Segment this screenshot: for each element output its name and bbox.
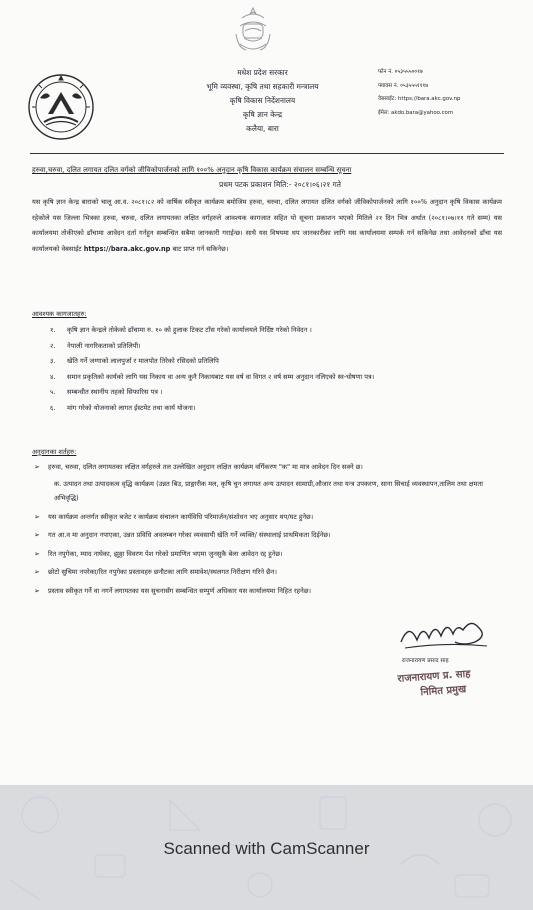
stamp-designation: निमित प्रमुख [420,684,467,699]
document-item [50,370,500,386]
scanned-with-label: Scanned with CamScanner [163,839,370,858]
camscanner-footer [0,785,533,910]
office-name: कृषि ज्ञान केन्द्र [242,110,283,119]
condition-text: रित नपुगेका, म्याद नाघेका, झुठ्ठा विवरण पेश गरेको प्रमाणित भएमा जुनसुकै बेला आवेदन रद्द हुनेछ। [48,549,283,558]
documents-list [50,323,500,416]
handwritten-signature [395,612,495,654]
condition-item [34,547,504,562]
condition-item [34,460,504,506]
document-item [50,385,500,401]
notice-body-text: यस कृषि ज्ञान केन्द्र बाराको चालू आ.व. २०८१।८२ को वार्षिक स्वीकृत कार्यक्रम बमोजिम हरुवा, चरुवा, दलित लगायत दलित वर्गको जीविकोपार्जनको लागि १००% अनुदान कृषि विकास कार्यक्रम रहेकोले यस जिल्ला भित्रका हरुवा, चरुवा, दलित लगायतका लक्षित वर्गहरुले आवश्यक कागजात सहित यो सूचना प्रकाशन भएको मितिले २१ दिन भित्र अर्थात (२०८१।०७।११ गते सम्म) यस कार्यालयमा तोकीएको ढाँचामा आवेदन दर्ता गर्नहुन सम्बन्धित सबैमा जानकारी गराईन्छ। साथै यस विषयमा थप जानकारीका लागि यस कार्यालयमा सम्पर्क गर्न सकिनेछ तथा आवेदनको ढाँचा यस कार्यालयको वेबसाईट [32,198,502,253]
document-item-text: सम्बन्धीत स्थानीय तहको सिफारिस पत्र । [67,388,163,396]
condition-item [34,510,504,525]
condition-subitem: क. उत्पादन तथा उत्पादकत्व वृद्धि कार्यक्रम (उन्नत बिउ, प्राङ्गारीक मल, कृषि चुन लगायत अन्य उत्पादन सामाग्री,औजार तथा यन्त्र उपकरण, साना सिचाई व्यवस्थापन,तालिम तथा क्षमता अभिवृद्धि) [54,479,483,502]
condition-item [34,565,504,580]
condition-text: प्रस्ताव स्वीकृत गर्ने वा नगर्ने लगायतका यस सुचनासँग सम्बन्धित सम्पुर्ण अधिकार यस कार्यालयमा निहित रहनेछ। [48,586,311,595]
condition-text: छोटो सुचिमा नपरेका/रित नपुगेका प्रस्तावहरु छनौटका लागि समावेश/स्थलगत निरीक्षण गरिने छैन। [48,568,277,576]
document-item [50,354,500,370]
document-item-number: ६. [50,403,56,412]
document-item-text: मांग गरेको योजनाको लागत ईस्टमेट तथा कार्य योजना। [67,403,196,412]
arrow-bullet-icon: ➢ [34,512,40,521]
document-item-text: खेति गर्ने जग्गाको लालपुर्जा र मालपोत तिरेको रसिदको प्रतिलिपि [67,357,219,365]
document-item-number: २. [50,341,56,350]
document-item [50,323,500,339]
arrow-bullet-icon: ➢ [34,531,40,539]
email-address: ईमेल: akdo.bara@yahoo.com [378,109,454,116]
arrow-bullet-icon: ➢ [34,463,40,471]
agriculture-ministry-logo-icon [26,72,96,142]
notice-body [32,195,502,257]
letterhead-contact [378,66,528,120]
conditions-list [34,460,504,602]
document-item-text: नेपाली नागरिकताको प्रतिलिपी। [67,341,141,350]
document-item [50,401,500,417]
office-location: कलैया, बारा [246,124,279,133]
ministry-name: भूमि व्यवस्था, कृषि तथा सहकारी मन्त्रालय [206,82,319,91]
publication-date: प्रथम पटक प्रकाशन मिति:- २०८१।०६।२१ गते [219,180,341,189]
condition-item [34,584,504,599]
website-address: वेबसाईट: https://bara.akc.gov.np [378,96,461,102]
document-item [50,339,500,355]
condition-text: गत आ.व मा अनुदान नपाएका, उन्नत प्रविधि अवलम्बन गरेका व्यवसायी खेति गर्ने व्यक्ति/ संस्थालाई प्राथमिकता दिईनेछ। [48,531,331,539]
document-item-text: समान प्रकृतिको कार्यको लागि यस निकाय वा अन्य कुनै निकायबाट यस वर्ष वा विगत २ वर्ष सम्म अनुदान नलिएको स्व-घोषणा पत्र। [67,372,375,381]
conditions-heading: अनुदानका शर्तहरु: [32,448,77,456]
government-name: मधेश प्रदेश सरकार [237,68,288,77]
website-link: https://bara.akc.gov.np [83,244,171,253]
letterhead-center [150,66,375,136]
document-item-number: ४. [50,372,56,381]
condition-item [34,528,504,543]
arrow-bullet-icon: ➢ [34,568,40,576]
condition-text: हरुवा, चरुवा, दलित लगायतका लक्षित वर्गहरुले तल उल्लेखित अनुदान लक्षित कार्यक्रम वर्गिकरण "क" मा मात्र आवेदन दिन सक्ने छ। [48,463,363,471]
notice-body-end: बाट प्राप्त गर्न सकिनेछ। [172,244,229,253]
signatory-name: राजनारायण प्रसाद साह [402,658,449,664]
phone-number: फोन नं. ०५३५५५००१७ [378,69,423,75]
header-divider [30,153,504,154]
document-item-number: १. [50,326,56,334]
document-item-text: कृषि ज्ञान केन्द्रले तोकेको ढाँचामा रु. १० को हुलाक टिकट टाँस गरेको कार्यालयले निर्दिष्ट गरेको निवेदन । [67,326,312,334]
documents-heading: आवश्यक कागजातहरु: [32,310,87,318]
directorate-name: कृषि विकास निर्देशनालय [229,96,296,105]
official-stamp [397,664,509,702]
nepal-emblem-icon [232,4,274,56]
stamp-name: राजनारायण प्र. साह [397,668,471,685]
condition-text: यस कार्यक्रम अन्तर्गत स्वीकृत बजेट र कार्यक्रम संचालन कार्यविधि परिमार्जन/संशोधन भए अनुसार थप/घट हुनेछ। [48,512,314,521]
arrow-bullet-icon: ➢ [34,586,40,595]
fax-number: फ्याक्स नं. ०५३५५५१११७ [378,82,429,89]
document-item-number: ३. [50,357,56,365]
arrow-bullet-icon: ➢ [34,549,40,558]
document-item-number: ५. [50,388,56,396]
notice-title: हरुवा,चरुवा, दलित लगायत दलित वर्गको जीविकोपार्जनको लागि १००% अनुदान कृषि विकास कार्यक्रम संचालन सम्बन्धि सूचना [32,166,352,174]
